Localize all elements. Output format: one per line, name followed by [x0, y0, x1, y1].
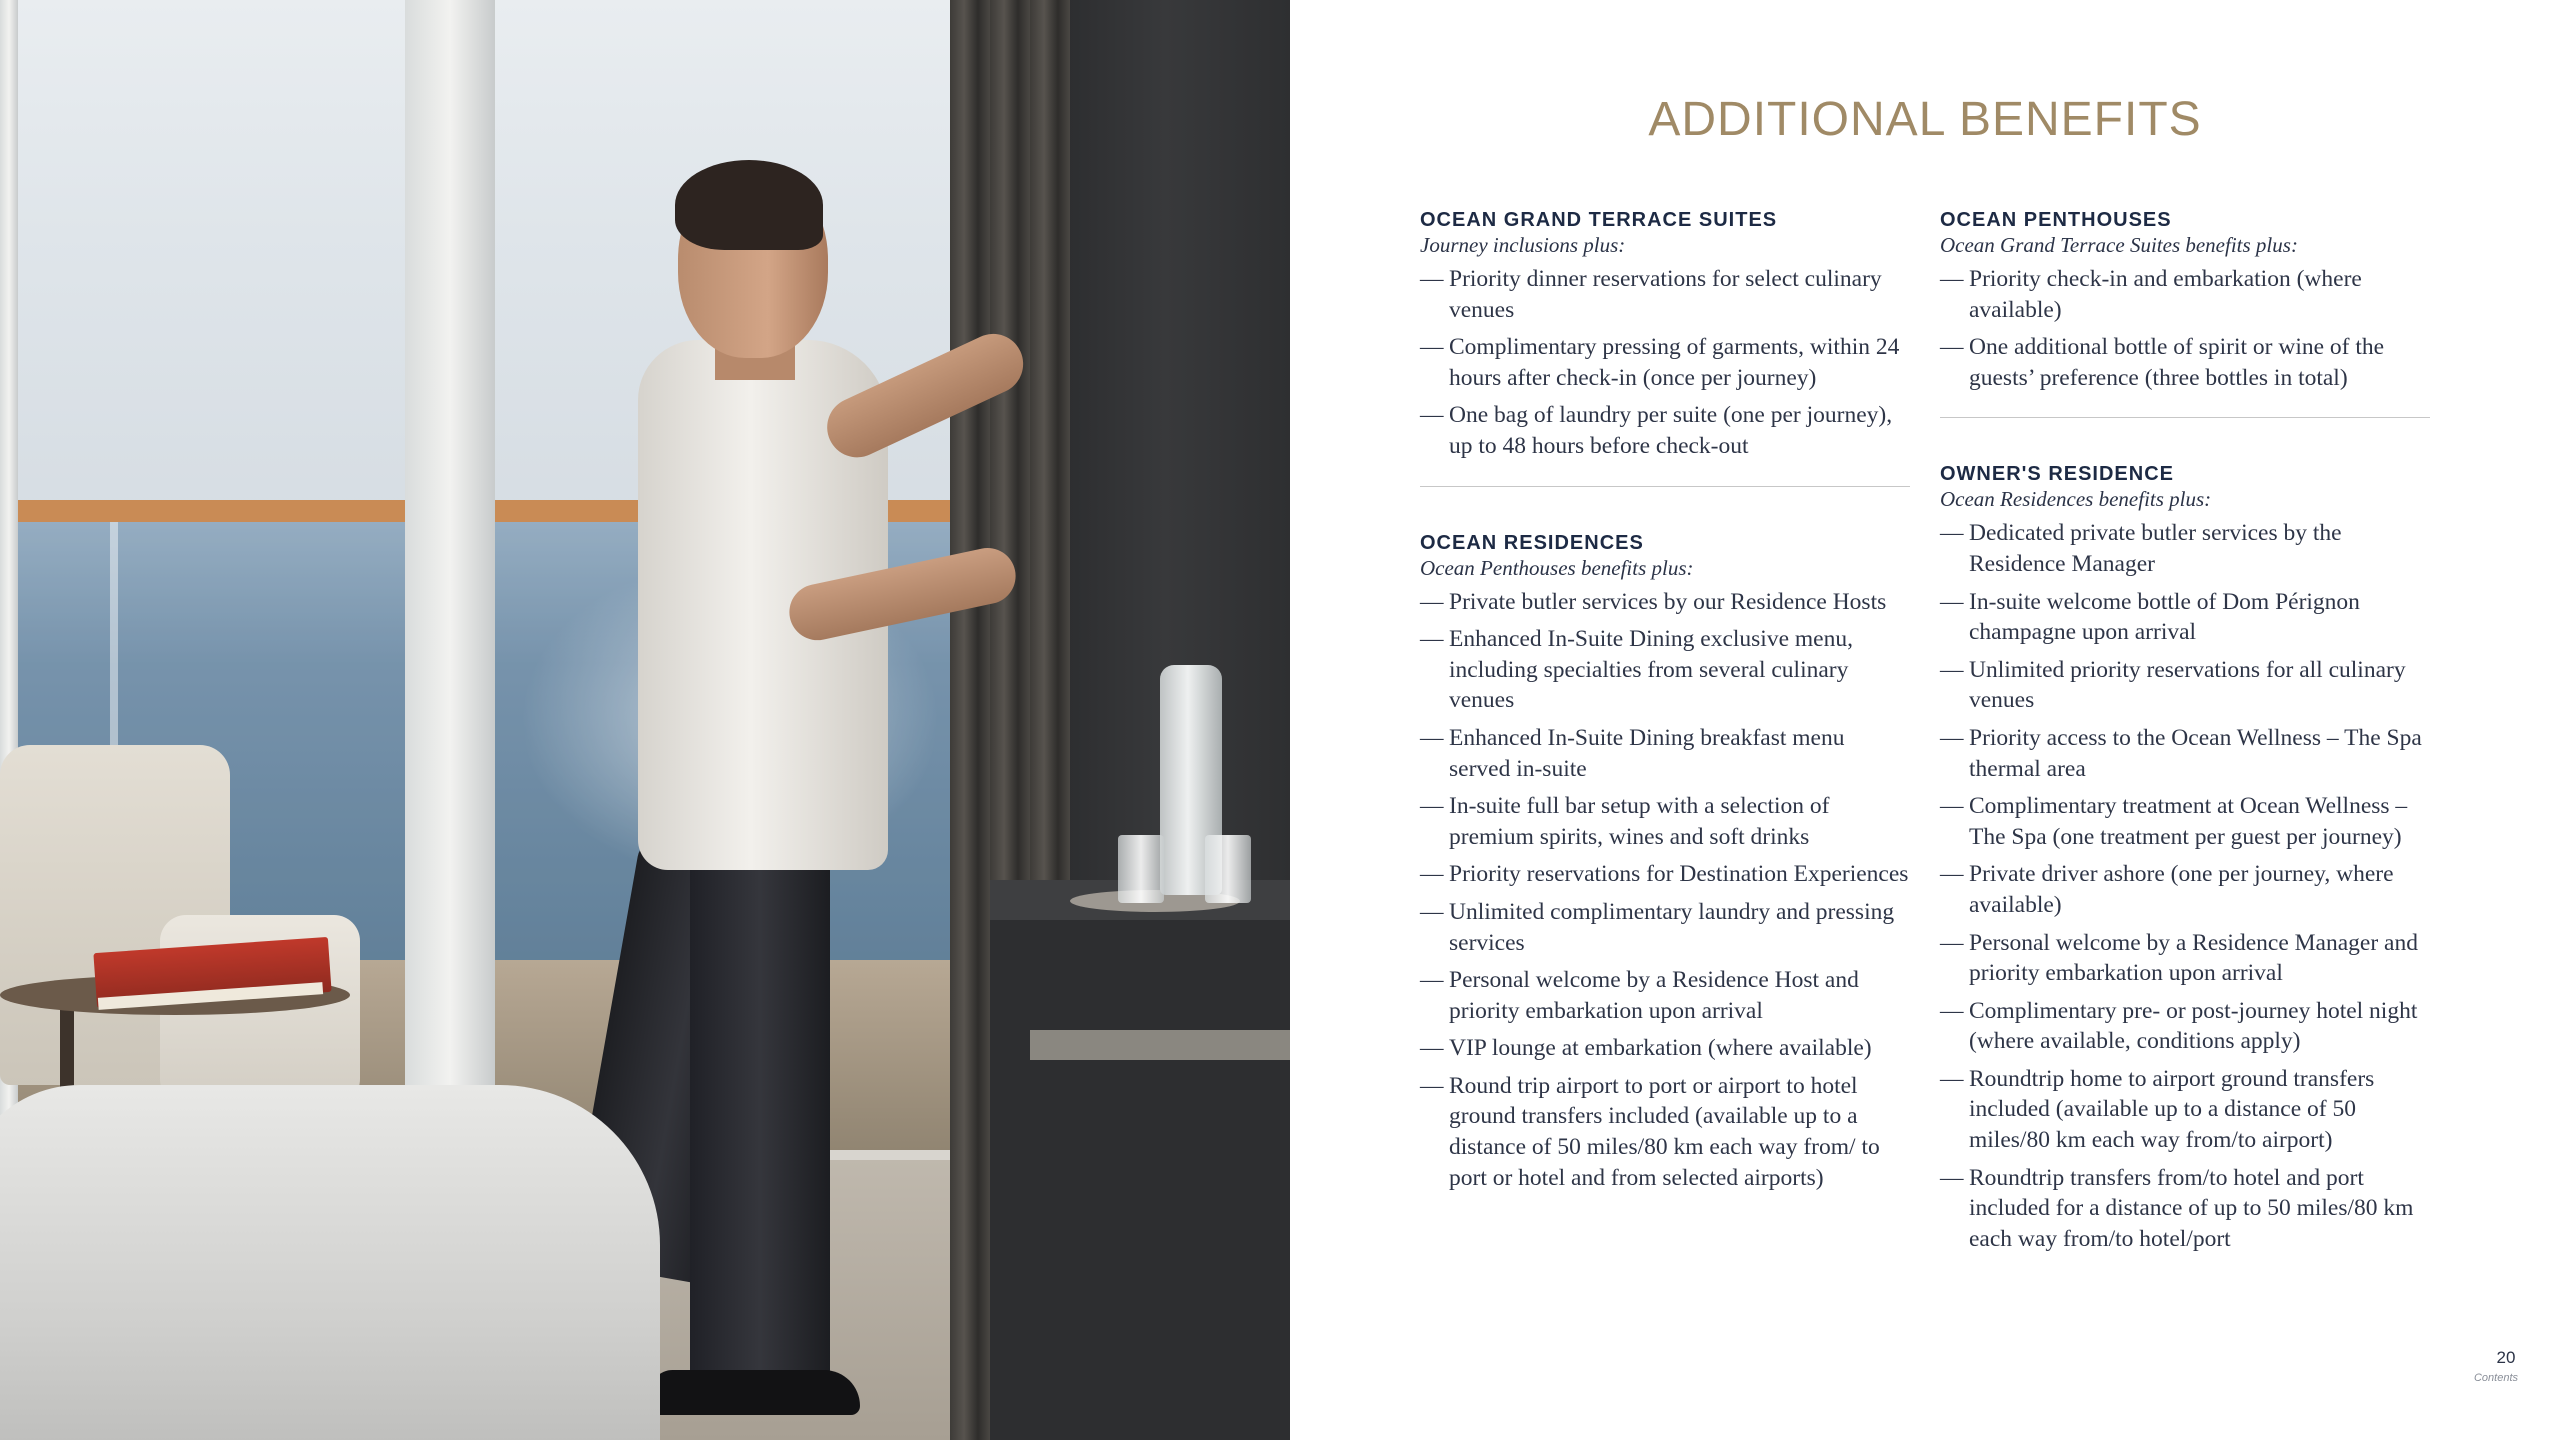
photo-man-shoe	[650, 1370, 860, 1415]
section-heading: OCEAN PENTHOUSES	[1940, 209, 2172, 231]
photo-glass	[1118, 835, 1164, 903]
benefit-item: — VIP lounge at embarkation (where available)	[1420, 1033, 1910, 1064]
benefit-item: — In-suite welcome bottle of Dom Pérignon champagne upon arrival	[1940, 587, 2430, 648]
benefit-item: — Priority access to the Ocean Wellness – The Spa thermal area	[1940, 723, 2430, 784]
benefit-item: — Round trip airport to port or airport to hotel ground transfers included (available up to a distance of 50 miles/80 km each way from/ to port or hotel and from selected airports)	[1420, 1071, 1910, 1193]
benefit-item: — Private butler services by our Residence Hosts	[1420, 587, 1910, 618]
section-subheading: Ocean Grand Terrace Suites benefits plus:	[1940, 233, 2298, 257]
photo-cabinet-handle	[1030, 1030, 1290, 1060]
section-subheading: Ocean Residences benefits plus:	[1940, 487, 2212, 512]
benefit-item: — Complimentary pressing of garments, within 24 hours after check-in (once per journey)	[1420, 332, 1910, 393]
benefit-list	[1940, 264, 2430, 393]
section-ocean-grand-terrace-suites	[1420, 208, 1910, 462]
photo-bed	[0, 1085, 660, 1440]
section-heading: OWNER'S RESIDENCE	[1940, 463, 2175, 486]
section-heading: OCEAN RESIDENCES	[1420, 531, 1644, 554]
benefit-item: — Unlimited complimentary laundry and pressing services	[1420, 897, 1910, 958]
benefit-item: — Priority reservations for Destination Experiences	[1420, 859, 1910, 890]
benefit-list	[1420, 587, 1910, 1194]
section-ocean-residences	[1420, 531, 1910, 1194]
section-divider	[1940, 417, 2430, 418]
right-column	[1940, 208, 2430, 1261]
benefits-page	[1290, 0, 2560, 1440]
photo-man-hair	[675, 160, 823, 250]
section-divider	[1420, 486, 1910, 487]
benefit-item: — Complimentary treatment at Ocean Wellness – The Spa (one treatment per guest per journey)	[1940, 791, 2430, 852]
contents-link[interactable]: Contents	[2473, 1372, 2519, 1384]
benefit-item: — Priority dinner reservations for select culinary venues	[1420, 264, 1910, 325]
benefit-item: — Priority check-in and embarkation (where available)	[1940, 264, 2430, 325]
photo-cabinet	[990, 895, 1290, 1440]
page-number: 20	[2496, 1348, 2516, 1367]
benefit-item: — Dedicated private butler services by the Residence Manager	[1940, 518, 2430, 579]
benefit-item: — Enhanced In-Suite Dining exclusive menu, including specialties from several culinary venues	[1420, 624, 1910, 716]
benefit-item: — Roundtrip transfers from/to hotel and port included for a distance of up to 50 miles/80 km each way from/to hotel/port	[1940, 1163, 2430, 1255]
benefit-list	[1940, 518, 2430, 1254]
benefit-list	[1420, 264, 1910, 462]
left-column	[1420, 208, 1910, 1200]
benefit-item: — One additional bottle of spirit or wine of the guests’ preference (three bottles in total)	[1940, 332, 2430, 393]
section-heading: OCEAN GRAND TERRACE SUITES	[1420, 209, 1778, 231]
page-title: ADDITIONAL BENEFITS	[1648, 93, 2202, 146]
section-owners-residence	[1940, 462, 2430, 1254]
section-subheading: Journey inclusions plus:	[1420, 233, 1626, 257]
benefit-item: — In-suite full bar setup with a selection of premium spirits, wines and soft drinks	[1420, 791, 1910, 852]
benefit-item: — Complimentary pre- or post-journey hotel night (where available, conditions apply)	[1940, 996, 2430, 1057]
benefit-item: — Unlimited priority reservations for all culinary venues	[1940, 655, 2430, 716]
benefit-item: — One bag of laundry per suite (one per journey), up to 48 hours before check-out	[1420, 400, 1910, 461]
section-subheading: Ocean Penthouses benefits plus:	[1420, 555, 1694, 580]
photo-man-leg	[690, 850, 830, 1390]
benefit-item: — Roundtrip home to airport ground transfers included (available up to a distance of 50 miles/80 km each way from/to airport)	[1940, 1064, 2430, 1156]
benefit-item: — Enhanced In-Suite Dining breakfast menu served in-suite	[1420, 723, 1910, 784]
benefit-item: — Private driver ashore (one per journey, where available)	[1940, 859, 2430, 920]
section-ocean-penthouses	[1940, 208, 2430, 393]
benefit-item: — Personal welcome by a Residence Manager and priority embarkation upon arrival	[1940, 928, 2430, 989]
benefit-item: — Personal welcome by a Residence Host and priority embarkation upon arrival	[1420, 965, 1910, 1026]
photo-glass	[1205, 835, 1251, 903]
